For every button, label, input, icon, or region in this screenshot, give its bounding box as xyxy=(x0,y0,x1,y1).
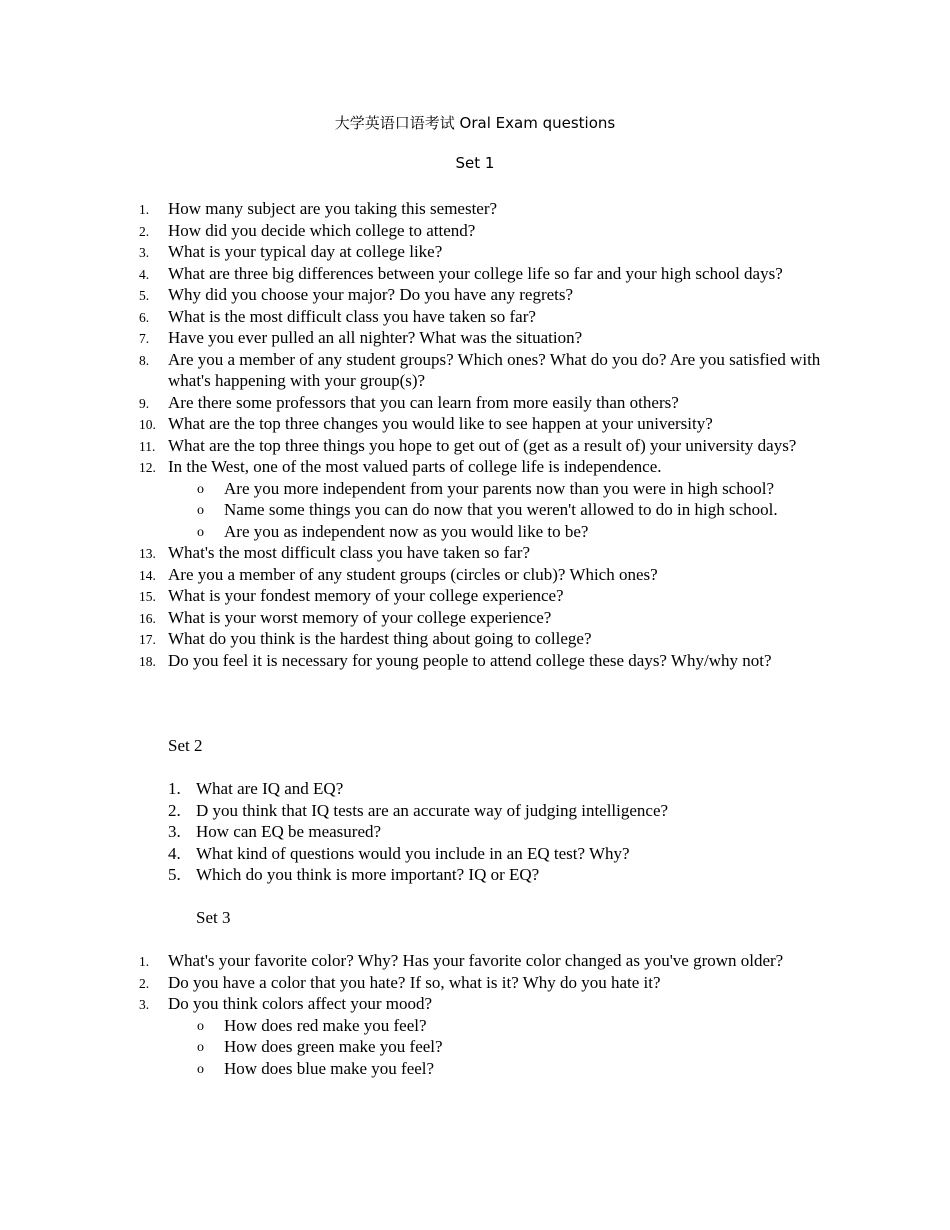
question-number: 1. xyxy=(139,202,150,217)
question-item xyxy=(0,306,833,328)
question-item xyxy=(0,542,833,564)
question-number: 13. xyxy=(139,546,156,561)
sub-question-item xyxy=(168,521,844,543)
question-text: Do you feel it is necessary for young people to attend college these days? Why/why not? xyxy=(168,650,772,670)
question-item xyxy=(0,650,833,672)
question-text: What is the most difficult class you have taken so far? xyxy=(168,306,536,326)
question-text: Which do you think is more important? IQ or EQ? xyxy=(196,865,540,884)
question-text: Are there some professors that you can learn from more easily than others? xyxy=(168,392,679,412)
question-number: 11. xyxy=(139,438,156,454)
question-item xyxy=(0,241,833,263)
sub-question-item xyxy=(168,1015,844,1037)
question-number: 1. xyxy=(168,779,181,798)
question-text: What is your worst memory of your college experience? xyxy=(168,607,552,627)
question-number: 2. xyxy=(168,800,181,820)
question-text: Why did you choose your major? Do you have any regrets? xyxy=(168,285,574,304)
question-item xyxy=(0,607,833,629)
set2-heading: Set 2 xyxy=(168,736,203,755)
set3-heading: Set 3 xyxy=(196,908,231,927)
question-text: What is your fondest memory of your college experience? xyxy=(168,586,564,605)
sub-question-item xyxy=(168,499,844,521)
bullet-marker: o xyxy=(197,503,204,518)
question-number: 2. xyxy=(139,223,150,239)
question-text: How can EQ be measured? xyxy=(196,822,382,841)
question-item xyxy=(0,821,836,843)
question-item xyxy=(0,284,833,306)
question-item xyxy=(0,220,833,242)
question-number: 5. xyxy=(168,865,181,884)
question-item xyxy=(0,198,833,220)
question-item xyxy=(0,864,836,886)
question-item xyxy=(0,564,833,586)
question-text: In the West, one of the most valued parts of college life is independence. xyxy=(168,457,662,476)
sub-question-list xyxy=(168,478,833,543)
sub-question-text: Name some things you can do now that you weren't allowed to do in high school. xyxy=(224,500,778,519)
sub-question-item xyxy=(168,1036,844,1058)
question-number: 9. xyxy=(139,395,150,411)
question-number: 3. xyxy=(139,245,150,260)
question-text: Do you have a color that you hate? If so, what is it? Why do you hate it? xyxy=(168,972,661,992)
sub-question-text: How does green make you feel? xyxy=(224,1037,443,1056)
question-number: 6. xyxy=(139,309,150,325)
question-item xyxy=(0,778,836,800)
question-text: What's your favorite color? Why? Has your favorite color changed as you've grown older? xyxy=(168,951,784,970)
question-text: Are you a member of any student groups (circles or club)? Which ones? xyxy=(168,564,658,584)
question-text: D you think that IQ tests are an accurate way of judging intelligence? xyxy=(196,800,669,820)
document-title: 大学英语口语考试 Oral Exam questions xyxy=(334,114,616,132)
question-item xyxy=(0,972,833,994)
question-item xyxy=(0,800,836,822)
question-number: 2. xyxy=(139,975,150,991)
question-number: 16. xyxy=(139,610,156,626)
question-text: Do you think colors affect your mood? xyxy=(168,994,433,1013)
question-text: What are the top three things you hope to get out of (get as a result of) your university days? xyxy=(168,435,797,455)
question-text: What kind of questions would you include in an EQ test? Why? xyxy=(196,843,630,863)
sub-question-text: How does blue make you feel? xyxy=(224,1058,435,1078)
question-item xyxy=(0,413,833,435)
question-item xyxy=(0,263,833,285)
question-number: 3. xyxy=(139,997,150,1012)
question-text: What do you think is the hardest thing about going to college? xyxy=(168,629,592,648)
question-item xyxy=(0,349,833,392)
question-number: 4. xyxy=(168,843,181,863)
question-item xyxy=(0,327,833,349)
set3-question-list xyxy=(0,950,950,1079)
question-number: 15. xyxy=(139,589,156,604)
question-item xyxy=(0,950,833,972)
bullet-marker: o xyxy=(197,1040,204,1055)
bullet-marker: o xyxy=(197,1018,204,1034)
question-number: 17. xyxy=(139,632,156,647)
sub-question-item xyxy=(168,478,844,500)
question-number: 8. xyxy=(139,352,150,368)
question-item xyxy=(0,456,833,542)
question-item xyxy=(0,585,833,607)
question-text: How many subject are you taking this semester? xyxy=(168,199,498,218)
question-number: 18. xyxy=(139,653,156,669)
question-text: How did you decide which college to attend? xyxy=(168,220,476,240)
sub-question-text: How does red make you feel? xyxy=(224,1015,427,1035)
question-number: 14. xyxy=(139,567,156,583)
sub-question-item xyxy=(168,1058,844,1080)
sub-question-text: Are you as independent now as you would like to be? xyxy=(224,521,589,541)
set1-question-list xyxy=(0,198,950,671)
set1-heading: Set 1 xyxy=(455,154,495,172)
question-item xyxy=(0,628,833,650)
question-number: 4. xyxy=(139,266,150,282)
question-number: 7. xyxy=(139,331,150,346)
bullet-marker: o xyxy=(197,1061,204,1077)
question-item xyxy=(0,392,833,414)
question-text: What are the top three changes you would like to see happen at your university? xyxy=(168,414,713,433)
question-item xyxy=(0,435,833,457)
question-number: 5. xyxy=(139,288,150,303)
question-text: What's the most difficult class you have taken so far? xyxy=(168,543,531,562)
question-text: What are three big differences between your college life so far and your high school days? xyxy=(168,263,783,283)
question-item xyxy=(0,843,836,865)
question-text: Are you a member of any student groups? Which ones? What do you do? Are you satisfied with what's happening with your group(s)? xyxy=(168,349,821,390)
set2-question-list xyxy=(0,778,950,886)
bullet-marker: o xyxy=(197,524,204,540)
bullet-marker: o xyxy=(197,481,204,497)
question-number: 10. xyxy=(139,417,156,432)
question-text: Have you ever pulled an all nighter? What was the situation? xyxy=(168,328,583,347)
sub-question-list xyxy=(168,1015,833,1080)
question-number: 1. xyxy=(139,954,150,969)
question-text: What is your typical day at college like? xyxy=(168,242,443,261)
question-text: What are IQ and EQ? xyxy=(196,779,344,798)
question-item xyxy=(0,993,833,1079)
sub-question-text: Are you more independent from your parents now than you were in high school? xyxy=(224,478,774,498)
question-number: 12. xyxy=(139,460,156,475)
question-number: 3. xyxy=(168,822,181,841)
